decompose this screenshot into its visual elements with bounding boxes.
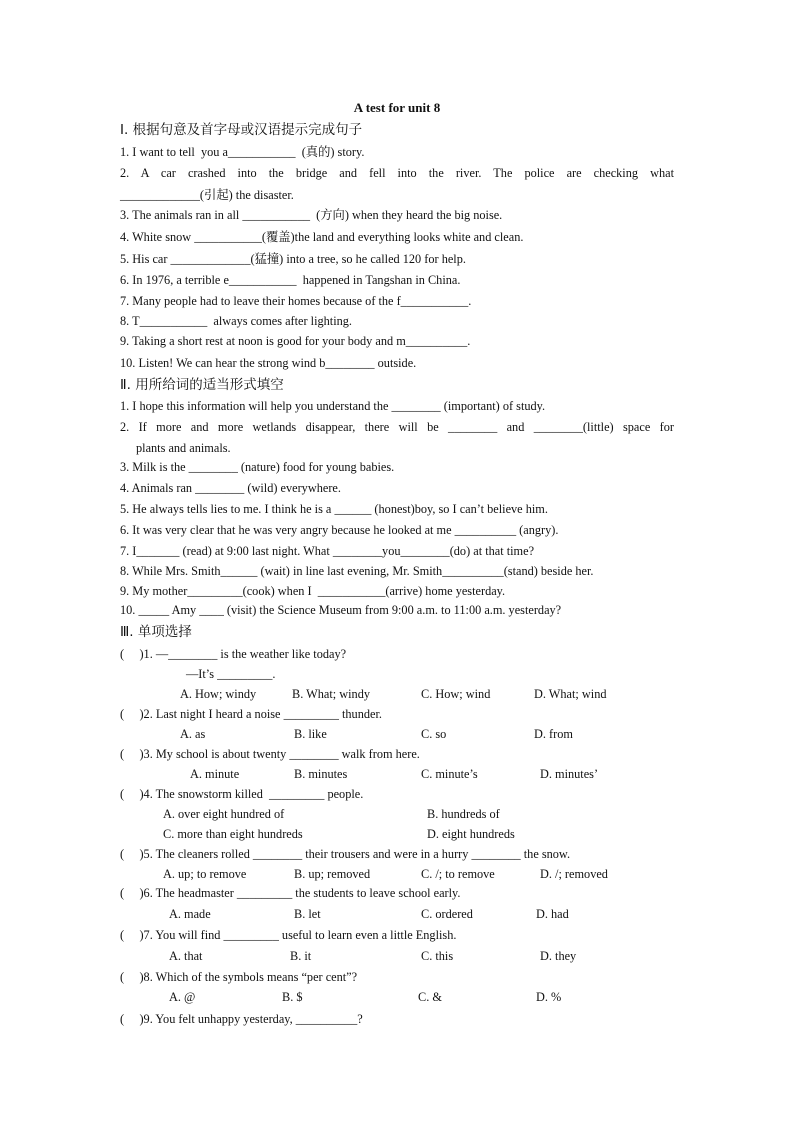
mc-q2-option-a: A. as [180,727,206,741]
mc-q4-option-a: A. over eight hundred of [163,807,285,821]
s2-question-7: 7. I_______ (read) at 9:00 last night. What ________you________(do) at that time? [120,544,535,558]
mc-q1-option-b: B. What; windy [292,687,370,701]
mc-q2-option-b: B. like [294,727,327,741]
s2-question-3: 3. Milk is the ________ (nature) food for young babies. [120,460,395,474]
s2-question-1: 1. I hope this information will help you understand the ________ (important) of study. [120,399,546,413]
s2-question-2-line-2: plants and animals. [136,441,231,455]
mc-question-4-stem: ( )4. The snowstorm killed _________ people. [120,787,364,801]
s2-question-2-line-1: 2. If more and more wetlands disappear, there will be ________ and ________(little) space for [120,420,674,434]
mc-q6-option-a: A. made [169,907,211,921]
s1-question-5: 5. His car _____________(猛撞) into a tree, so he called 120 for help. [120,252,466,266]
mc-q8-option-c: C. & [418,990,442,1004]
mc-q8-option-a: A. @ [169,990,196,1004]
mc-q2-option-d: D. from [534,727,573,741]
mc-q1-option-a: A. How; windy [180,687,257,701]
mc-question-7-stem: ( )7. You will find _________ useful to learn even a little English. [120,928,457,942]
mc-q4-option-c: C. more than eight hundreds [163,827,303,841]
s1-question-8: 8. T___________ always comes after lighting. [120,314,353,328]
mc-q6-option-b: B. let [294,907,321,921]
s2-question-9: 9. My mother_________(cook) when I ___________(arrive) home yesterday. [120,584,506,598]
s1-question-2-line-2: _____________(引起) the disaster. [120,188,294,202]
mc-q5-option-c: C. /; to remove [421,867,495,881]
mc-question-6-stem: ( )6. The headmaster _________ the students to leave school early. [120,886,461,900]
mc-q6-option-c: C. ordered [421,907,473,921]
mc-q8-option-b: B. $ [282,990,303,1004]
mc-question-8-stem: ( )8. Which of the symbols means “per cent”? [120,970,358,984]
mc-q3-option-b: B. minutes [294,767,348,781]
mc-q5-option-d: D. /; removed [540,867,608,881]
mc-question-2-stem: ( )2. Last night I heard a noise _________ thunder. [120,707,382,721]
mc-q5-option-a: A. up; to remove [163,867,247,881]
mc-q2-option-c: C. so [421,727,447,741]
s1-question-2-line-1: 2. A car crashed into the bridge and fell into the river. The police are checking what [120,166,674,180]
s1-question-7: 7. Many people had to leave their homes because of the f___________. [120,294,472,308]
mc-q3-option-d: D. minutes’ [540,767,599,781]
mc-question-9-stem: ( )9. You felt unhappy yesterday, __________? [120,1012,363,1026]
mc-question-1-stem-2: —It’s _________. [186,667,276,681]
mc-q8-option-d: D. % [536,990,562,1004]
mc-q1-option-d: D. What; wind [534,687,607,701]
s2-question-6: 6. It was very clear that he was very angry because he looked at me __________ (angry). [120,523,559,537]
mc-q4-option-b: B. hundreds of [427,807,500,821]
mc-q6-option-d: D. had [536,907,569,921]
section-2-heading: Ⅱ. 用所给词的适当形式填空 [120,377,284,393]
mc-q7-option-c: C. this [421,949,454,963]
s1-question-4: 4. White snow ___________(覆盖)the land and everything looks white and clean. [120,230,524,244]
mc-q5-option-b: B. up; removed [294,867,371,881]
s2-question-8: 8. While Mrs. Smith______ (wait) in line last evening, Mr. Smith__________(stand) beside her. [120,564,594,578]
s1-question-10: 10. Listen! We can hear the strong wind b________ outside. [120,356,417,370]
mc-q3-option-c: C. minute’s [421,767,478,781]
s1-question-9: 9. Taking a short rest at noon is good for your body and m__________. [120,334,471,348]
mc-question-1-stem: ( )1. —________ is the weather like today? [120,647,347,661]
s2-question-10: 10. _____ Amy ____ (visit) the Science Museum from 9:00 a.m. to 11:00 a.m. yesterday? [120,603,562,617]
mc-q1-option-c: C. How; wind [421,687,491,701]
mc-question-3-stem: ( )3. My school is about twenty ________ walk from here. [120,747,420,761]
section-1-heading: Ⅰ. 根据句意及首字母或汉语提示完成句子 [120,122,363,138]
s1-question-3: 3. The animals ran in all ___________ (方向) when they heard the big noise. [120,208,503,222]
mc-q3-option-a: A. minute [190,767,240,781]
mc-q7-option-d: D. they [540,949,577,963]
s1-question-6: 6. In 1976, a terrible e___________ happened in Tangshan in China. [120,273,461,287]
section-3-heading: Ⅲ. 单项选择 [120,624,192,640]
mc-q4-option-d: D. eight hundreds [427,827,515,841]
mc-question-5-stem: ( )5. The cleaners rolled ________ their trousers and were in a hurry ________ the snow. [120,847,571,861]
mc-q7-option-b: B. it [290,949,312,963]
s2-question-5: 5. He always tells lies to me. I think he is a ______ (honest)boy, so I can’t believe him. [120,502,548,516]
s1-question-1: 1. I want to tell you a___________ (真的) story. [120,145,365,159]
mc-q7-option-a: A. that [169,949,203,963]
page-title: A test for unit 8 [353,100,441,115]
s2-question-4: 4. Animals ran ________ (wild) everywhere. [120,481,341,495]
